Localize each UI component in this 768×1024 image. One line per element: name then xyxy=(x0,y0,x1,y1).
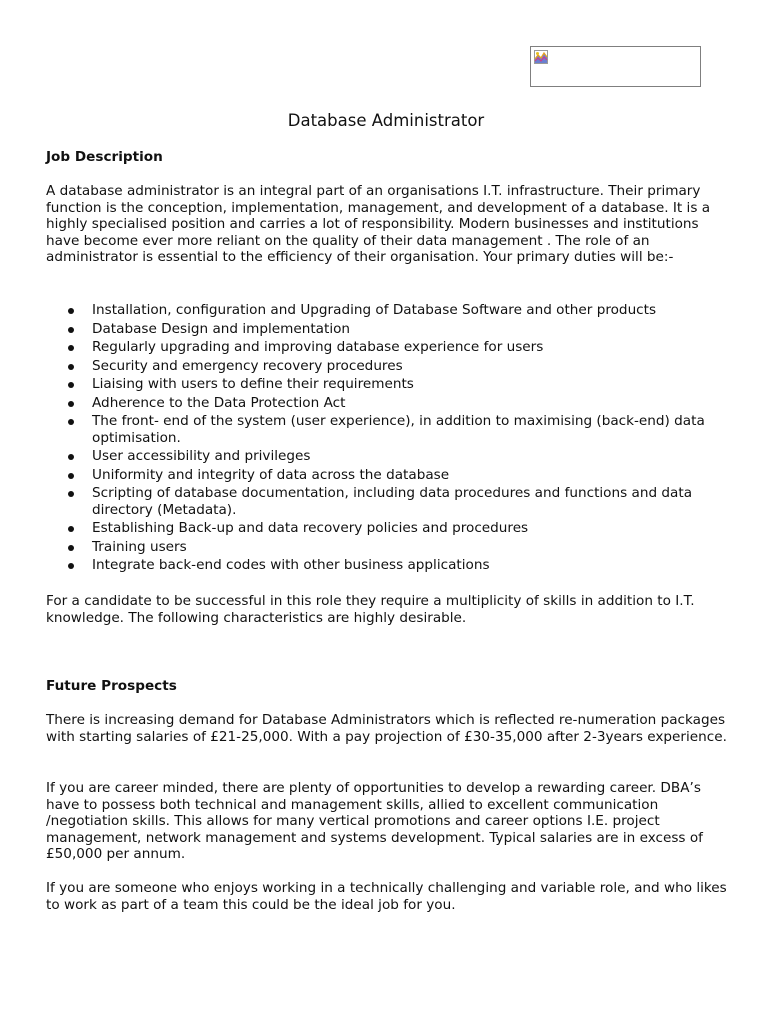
bullet-icon xyxy=(68,308,74,314)
list-item xyxy=(46,358,730,375)
broken-image-icon xyxy=(534,50,548,64)
future-prospects-paragraph: There is increasing demand for Database Administrators which is reflected re-numeration packages with starting salaries of £21-25,000. With a pay projection of £30-35,000 after 2-3years experience. xyxy=(46,712,727,745)
list-item-text: Integrate back-end codes with other business applications xyxy=(92,557,490,573)
bullet-icon xyxy=(68,364,74,370)
list-item xyxy=(46,467,730,484)
job-description-heading: Job Description xyxy=(46,149,163,165)
list-item-text: Adherence to the Data Protection Act xyxy=(92,394,346,411)
bullet-icon xyxy=(68,545,74,551)
list-item-text: Security and emergency recovery procedures xyxy=(92,357,403,374)
header-image-placeholder xyxy=(530,46,701,87)
list-item-text: Scripting of database documentation, including data procedures and functions and data directory (Metadata). xyxy=(92,485,693,518)
bullet-icon xyxy=(68,526,74,532)
future-prospects-paragraph: If you are someone who enjoys working in a technically challenging and variable role, and who likes to work as part of a team this could be the ideal job for you. xyxy=(46,880,727,913)
bullet-icon xyxy=(68,327,74,333)
list-item-text: User accessibility and privileges xyxy=(92,448,311,464)
list-item xyxy=(46,395,730,412)
bullet-icon xyxy=(68,491,74,497)
list-item-text: Establishing Back-up and data recovery policies and procedures xyxy=(92,520,529,536)
list-item xyxy=(46,413,730,446)
list-item xyxy=(46,485,730,518)
list-item xyxy=(46,557,730,574)
list-item-text: Installation, configuration and Upgrading of Database Software and other products xyxy=(92,302,657,318)
list-item xyxy=(46,376,730,393)
future-prospects-heading: Future Prospects xyxy=(46,678,177,694)
page-title: Database Administrator xyxy=(287,111,485,130)
list-item xyxy=(46,539,730,556)
list-item-text: Database Design and implementation xyxy=(92,320,351,337)
list-item-text: Uniformity and integrity of data across the database xyxy=(92,466,450,483)
list-item xyxy=(46,302,730,319)
list-item-text: The front- end of the system (user experience), in addition to maximising (back-end) data optimisation. xyxy=(92,413,705,446)
bullet-icon xyxy=(68,563,74,569)
list-item xyxy=(46,520,730,537)
job-description-intro: A database administrator is an integral part of an organisations I.T. infrastructure. Their primary function is the conception, implementation, management, and development of a database. It is a highly specialised position and carries a lot of responsibility. Modern businesses and institutions have become ever more reliant on the quality of their data management . The role of an administrator is essential to the efficiency of their organisation. Your primary duties will be:- xyxy=(46,183,711,265)
duties-list xyxy=(46,302,730,576)
list-item xyxy=(46,448,730,465)
bullet-icon xyxy=(68,382,74,388)
bullet-icon xyxy=(68,345,74,351)
list-item-text: Regularly upgrading and improving database experience for users xyxy=(92,339,544,355)
list-item-text: Liaising with users to define their requirements xyxy=(92,376,414,392)
list-item-text: Training users xyxy=(92,538,187,555)
bullet-icon xyxy=(68,454,74,460)
list-item xyxy=(46,321,730,338)
bullet-icon xyxy=(68,401,74,407)
future-prospects-paragraph: If you are career minded, there are plenty of opportunities to develop a rewarding career. DBA’s have to possess both technical and management skills, allied to excellent communication /negotiation skills. This allows for many vertical promotions and career options I.E. project management, network management and systems development. Typical salaries are in excess of £50,000 per annum. xyxy=(46,780,703,862)
job-description-closing: For a candidate to be successful in this role they require a multiplicity of skills in addition to I.T. knowledge. The following characteristics are highly desirable. xyxy=(46,593,695,626)
list-item xyxy=(46,339,730,356)
bullet-icon xyxy=(68,419,74,425)
bullet-icon xyxy=(68,473,74,479)
